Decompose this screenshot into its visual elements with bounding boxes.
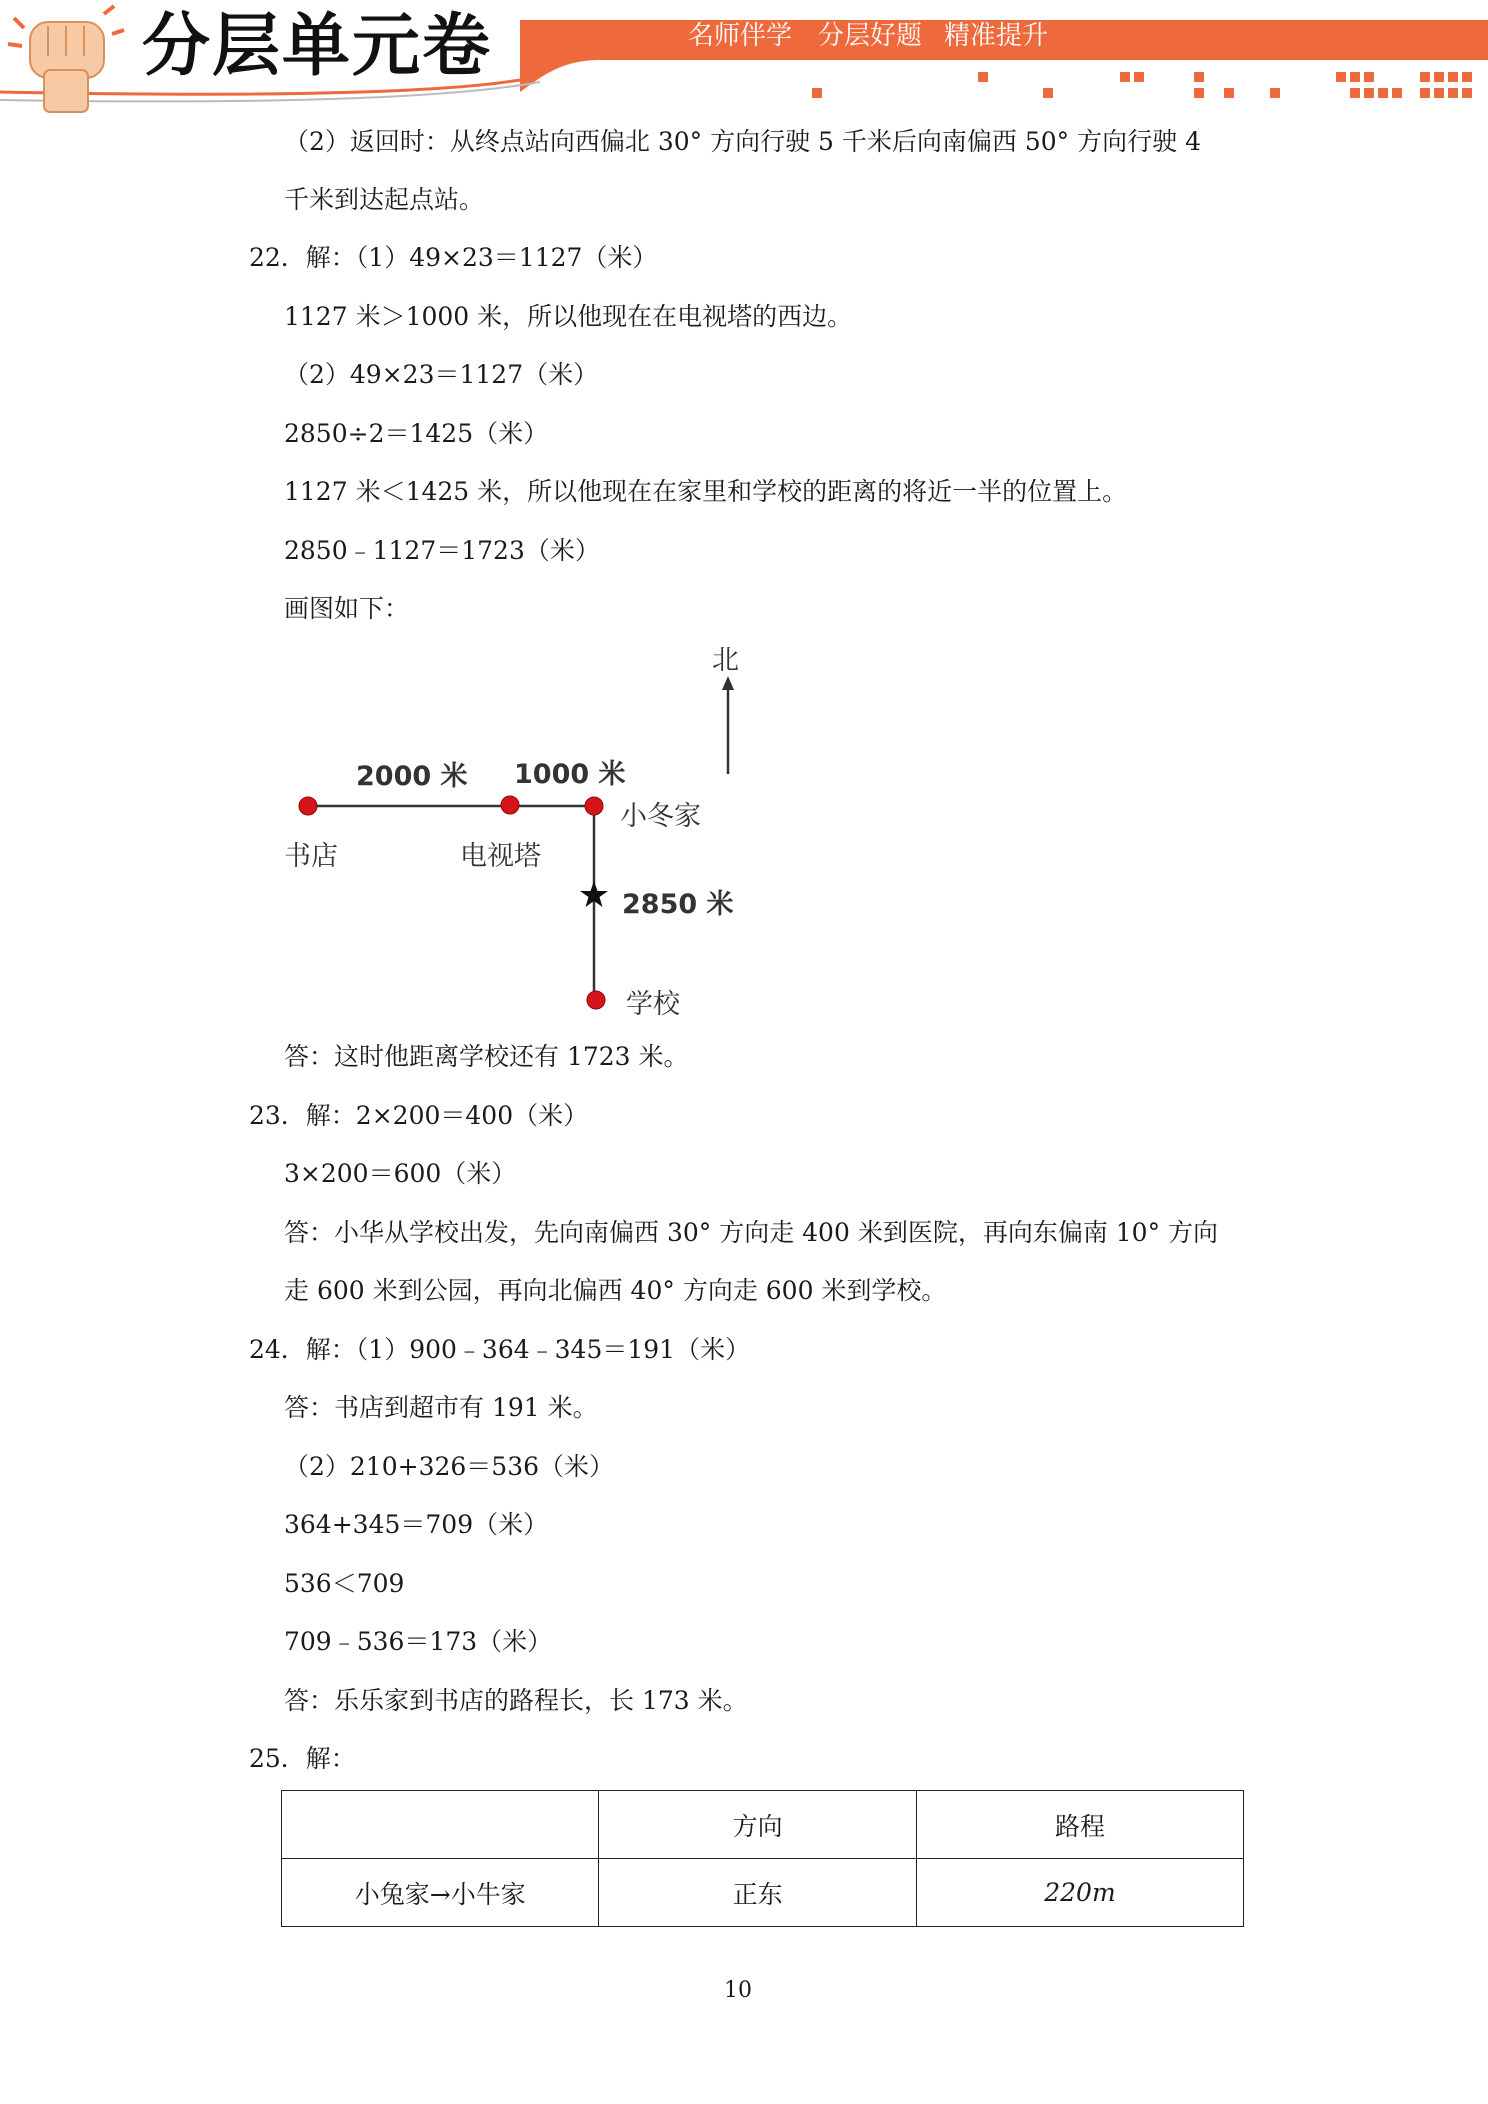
text-line: 2850﹣1127＝1723（米） (284, 536, 600, 565)
text-line: 千米到达起点站。 (284, 185, 485, 214)
text-line: 2850÷2＝1425（米） (284, 419, 549, 448)
slogan-1: 名师伴学 (688, 21, 793, 51)
decor-squares (812, 72, 1472, 98)
store-label: 书店 (284, 841, 338, 872)
text-line: 22．解：（1）49×23＝1127（米） (249, 243, 658, 272)
text-line: （2）210+326＝536（米） (284, 1452, 615, 1481)
text-line: 走 600 米到公园，再向北偏西 40° 方向走 600 米到学校。 (284, 1276, 947, 1305)
table-header-row (282, 1791, 1244, 1859)
answer-table (281, 1790, 1244, 1927)
table-header-cell: 方向 (599, 1791, 916, 1859)
page-number: 10 (724, 1978, 752, 2003)
text-line: 23．解：2×200＝400（米） (249, 1101, 589, 1130)
text-line: 25．解： (249, 1744, 356, 1773)
text-line: 536＜709 (284, 1569, 405, 1598)
table-cell: 正东 (599, 1859, 916, 1927)
store-point (299, 797, 317, 815)
text-line: （2）49×23＝1127（米） (284, 360, 599, 389)
fist-logo-icon (8, 6, 124, 112)
table-header-cell: 路程 (916, 1791, 1243, 1859)
text-line: 答：这时他距离学校还有 1723 米。 (284, 1042, 689, 1071)
text-line: 答：乐乐家到书店的路程长，长 173 米。 (284, 1686, 748, 1715)
table-row (282, 1859, 1244, 1927)
text-line: 709﹣536＝173（米） (284, 1627, 553, 1656)
text-line: 画图如下： (284, 594, 410, 623)
table-header-cell (282, 1791, 599, 1859)
distance-tower-home: 1000 米 (514, 759, 626, 790)
table-cell: 220m (916, 1859, 1243, 1927)
text-line: 答：小华从学校出发，先向南偏西 30° 方向走 400 米到医院，再向东偏南 10° 方向 (284, 1218, 1219, 1247)
north-arrow-icon (722, 676, 734, 690)
home-point (585, 797, 603, 815)
school-label: 学校 (626, 989, 680, 1020)
distance-store-tower: 2000 米 (356, 761, 468, 792)
text-line: 1127 米＞1000 米，所以他现在在电视塔的西边。 (284, 302, 853, 331)
route-diagram (270, 630, 750, 1030)
text-line: 答：书店到超市有 191 米。 (284, 1393, 598, 1422)
text-line: （2）返回时：从终点站向西偏北 30° 方向行驶 5 千米后向南偏西 50° 方向行驶 4 (284, 127, 1201, 156)
slogan-3: 精准提升 (944, 21, 1049, 51)
text-line: 1127 米＜1425 米，所以他现在在家里和学校的距离的将近一半的位置上。 (284, 477, 1128, 506)
brand-title: 分层单元卷 (142, 7, 493, 86)
school-point (587, 991, 605, 1009)
text-line: 3×200＝600（米） (284, 1159, 517, 1188)
text-line: 24．解：（1）900﹣364﹣345＝191（米） (249, 1335, 751, 1364)
slogan-2: 分层好题 (818, 21, 923, 51)
home-label: 小冬家 (620, 801, 701, 832)
text-line: 364+345＝709（米） (284, 1510, 549, 1539)
distance-home-school: 2850 米 (622, 889, 734, 920)
table-cell: 小兔家→小牛家 (282, 1859, 599, 1927)
north-label: 北 (712, 645, 739, 676)
page-header (0, 0, 1488, 120)
tower-label: 电视塔 (460, 841, 541, 872)
tower-point (501, 796, 519, 814)
